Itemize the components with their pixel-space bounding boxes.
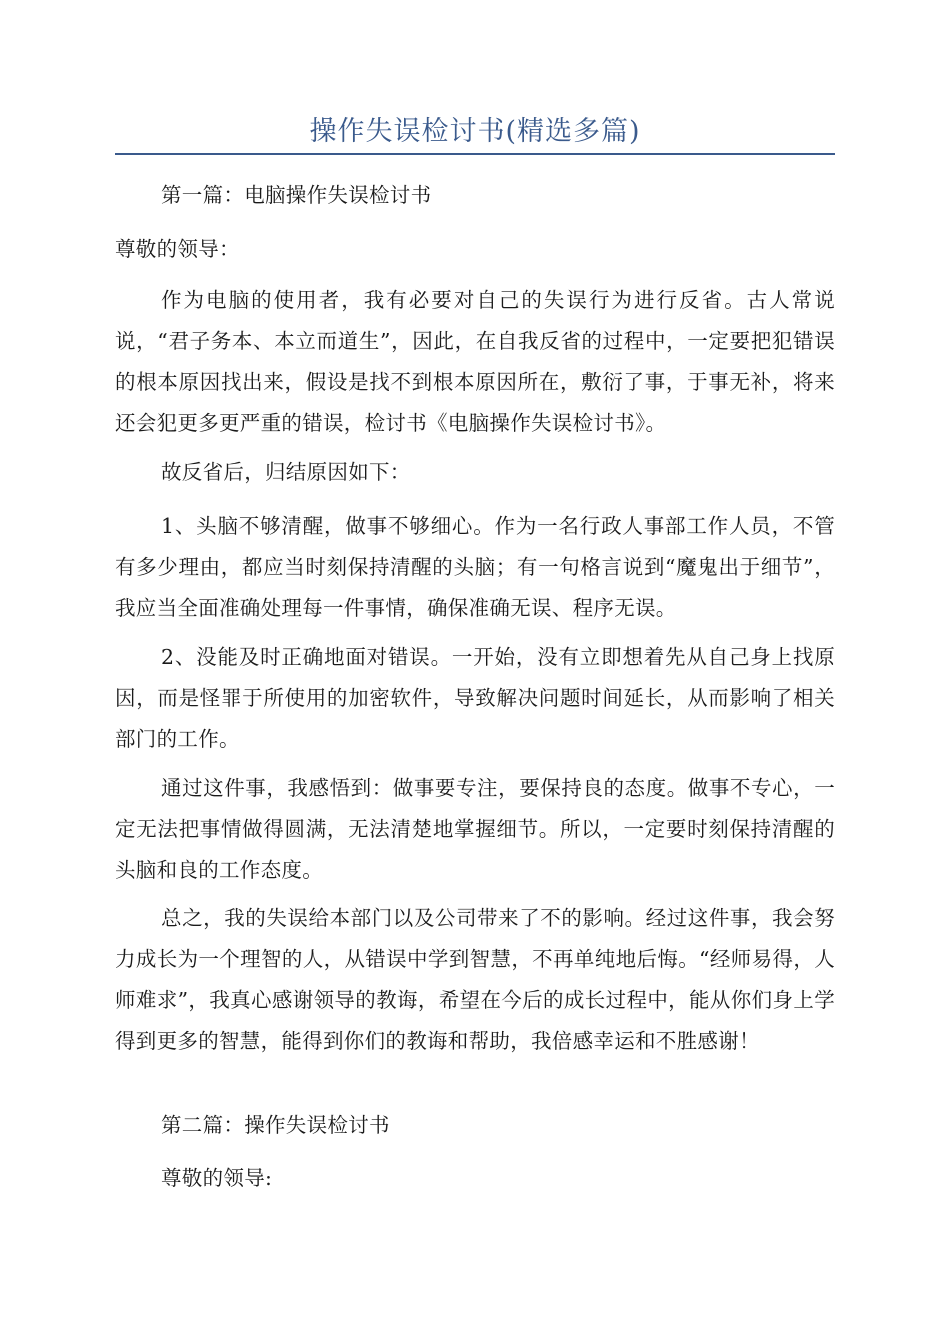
paragraph-cause-1: 1、头脑不够清醒，做事不够细心。作为一名行政人事部工作人员，不管有多少理由，都应当时刻保持清醒的头脑；有一句格言说到“魔鬼出于细节”，我应当全面准确处理每一件事情，确保准确无误、程序无误。 [115,514,835,620]
salutation-2: 尊敬的领导: [161,1166,273,1190]
section-heading-2: 第二篇：操作失误检讨书 [161,1113,390,1137]
title-underline [115,153,835,155]
section-heading-1: 第一篇：电脑操作失误检讨书 [161,183,432,207]
paragraph-conclusion: 总之，我的失误给本部门以及公司带来了不的影响。经过这件事，我会努力成长为一个理智的人，从错误中学到智慧，不再单纯地后悔。“经师易得，人师难求”，我真心感谢领导的教诲，希望在今后的成长过程中，能从你们身上学得到更多的智慧，能得到你们的教诲和帮助，我倍感幸运和不胜感谢！ [115,906,835,1053]
paragraph-intro: 作为电脑的使用者，我有必要对自己的失误行为进行反省。古人常说说，“君子务本、本立而道生”，因此，在自我反省的过程中，一定要把犯错误的根本原因找出来，假设是找不到根本原因所在，敷衍了事，于事无补，将来还会犯更多更严重的错误，检讨书《电脑操作失误检讨书》。 [115,288,835,435]
salutation-1: 尊敬的领导： [115,237,240,261]
paragraph-reflection: 通过这件事，我感悟到：做事要专注，要保持良的态度。做事不专心，一定无法把事情做得圆满，无法清楚地掌握细节。所以，一定要时刻保持清醒的头脑和良的工作态度。 [115,776,835,882]
paragraph-cause-2: 2、没能及时正确地面对错误。一开始，没有立即想着先从自己身上找原因，而是怪罪于所使用的加密软件，导致解决问题时间延长，从而影响了相关部门的工作。 [115,645,835,751]
document-title: 操作失误检讨书(精选多篇) [309,116,641,147]
paragraph-causes-lead: 故反省后，归结原因如下： [161,460,411,484]
